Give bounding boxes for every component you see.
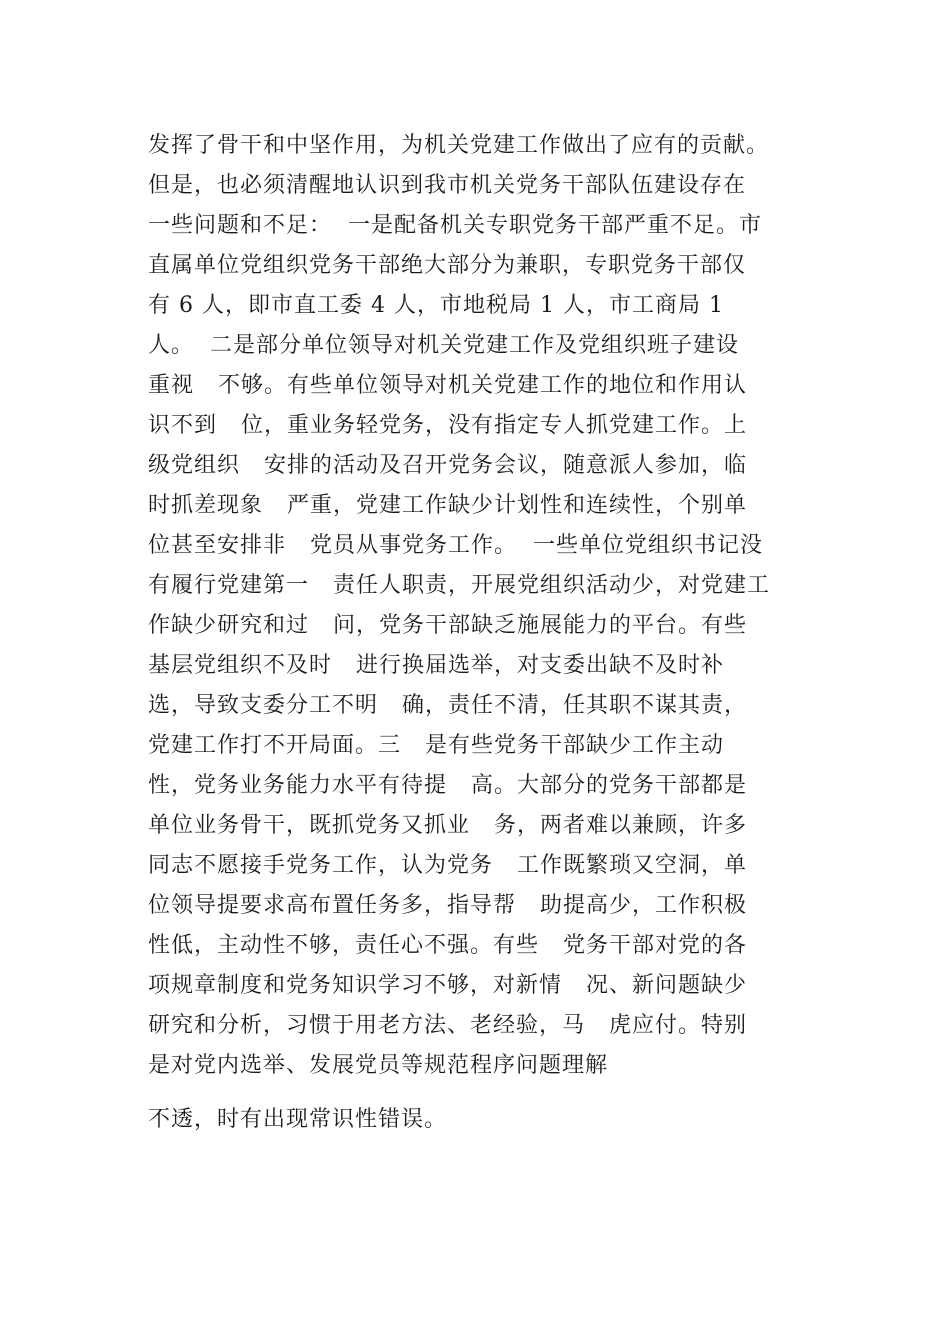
text-line: 项规章制度和党务知识学习不够，对新情 况、新问题缺少 [148,973,747,998]
text-line: 位甚至安排非 党员从事党务工作。 一些单位党组织书记没 [148,533,763,558]
text-line: 级党组织 安排的活动及召开党务会议，随意派人参加，临 [148,453,747,478]
text-line: 选，导致支委分工不明 确，责任不清，任其职不谋其责， [148,693,747,718]
text-line: 有 6 人，即市直工委 4 人，市地税局 1 人，市工商局 1 [148,293,724,318]
text-line: 直属单位党组织党务干部绝大部分为兼职，专职党务干部仅 [148,253,747,278]
text-line: 人。 二是部分单位领导对机关党建工作及党组织班子建设 [148,333,739,358]
text-line: 位领导提要求高布置任务多，指导帮 助提高少，工作积极 [148,893,747,918]
text-line: 识不到 位，重业务轻党务，没有指定专人抓党建工作。上 [148,413,747,438]
text-line: 基层党组织不及时 进行换届选举，对支委出缺不及时补 [148,653,724,678]
text-line: 重视 不够。有些单位领导对机关党建工作的地位和作用认 [148,373,747,398]
text-line: 是对党内选举、发展党员等规范程序问题理解 [148,1053,609,1078]
text-line: 一些问题和不足： 一是配备机关专职党务干部严重不足。市 [148,213,762,238]
text-line: 但是，也必须清醒地认识到我市机关党务干部队伍建设存在 [148,173,747,198]
text-line: 单位业务骨干，既抓党务又抓业 务，两者难以兼顾，许多 [148,813,747,838]
text-line: 时抓差现象 严重，党建工作缺少计划性和连续性，个别单 [148,493,747,518]
text-line: 性低，主动性不够，责任心不强。有些 党务干部对党的各 [148,933,747,958]
body-text [148,126,838,1086]
text-line: 同志不愿接手党务工作，认为党务 工作既繁琐又空洞，单 [148,853,747,878]
closing-text-line: 不透，时有出现常识性错误。 [148,1107,448,1132]
text-line: 性，党务业务能力水平有待提 高。大部分的党务干部都是 [148,773,747,798]
text-line: 研究和分析，习惯于用老方法、老经验，马 虎应付。特别 [148,1013,747,1038]
text-line: 作缺少研究和过 问，党务干部缺乏施展能力的平台。有些 [148,613,747,638]
text-line: 有履行党建第一 责任人职责，开展党组织活动少，对党建工 [148,573,770,598]
text-line: 党建工作打不开局面。三 是有些党务干部缺少工作主动 [148,733,724,758]
text-line: 发挥了骨干和中坚作用，为机关党建工作做出了应有的贡献。 [148,133,770,158]
